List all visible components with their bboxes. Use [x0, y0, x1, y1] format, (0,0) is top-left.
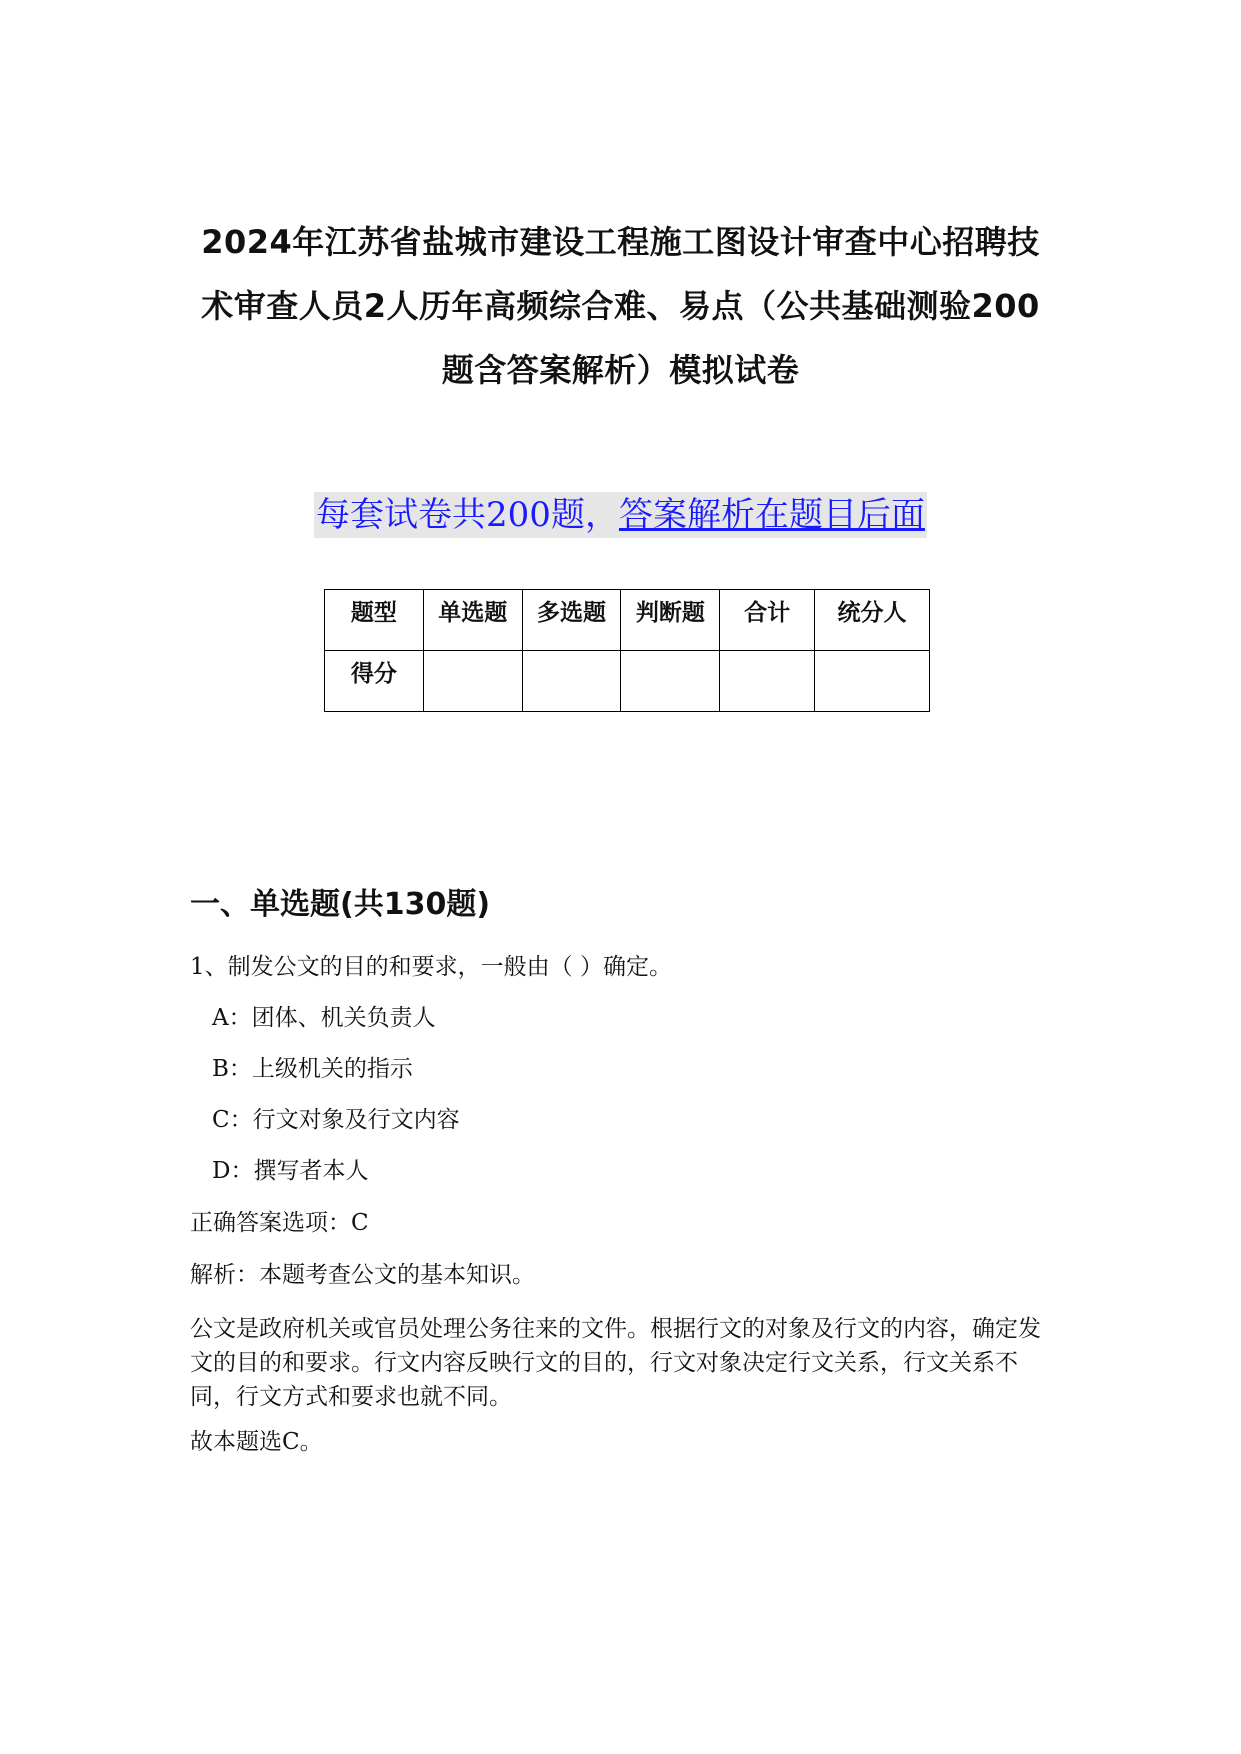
score-table-header-row	[325, 590, 930, 651]
title-line-1: 2024年江苏省盐城市建设工程施工图设计审查中心招聘技	[201, 223, 1040, 261]
header-total: 合计	[720, 590, 815, 651]
row-label-score: 得分	[325, 651, 424, 712]
score-cell-single-choice[interactable]	[423, 651, 522, 712]
analysis-intro: 解析：本题考查公文的基本知识。	[190, 1262, 535, 1288]
banner-highlight	[314, 492, 927, 538]
header-question-type: 题型	[325, 590, 424, 651]
score-cell-total[interactable]	[720, 651, 815, 712]
score-cell-grader[interactable]	[815, 651, 930, 712]
header-single-choice: 单选题	[423, 590, 522, 651]
banner	[0, 492, 1241, 538]
option-c: C：行文对象及行文内容	[212, 1107, 460, 1133]
score-cell-true-false[interactable]	[621, 651, 720, 712]
document-title	[150, 210, 1091, 402]
option-d: D：撰写者本人	[212, 1158, 369, 1184]
section-title: 一、单选题(共130题)	[190, 887, 491, 922]
answer-location-link[interactable]: 答案解析在题目后面	[618, 495, 925, 535]
score-table	[324, 589, 930, 712]
header-grader: 统分人	[815, 590, 930, 651]
title-line-3: 题含答案解析）模拟试卷	[441, 351, 800, 389]
option-b: B：上级机关的指示	[212, 1056, 413, 1082]
header-multiple-choice: 多选题	[522, 590, 621, 651]
score-cell-multiple-choice[interactable]	[522, 651, 621, 712]
analysis-body: 公文是政府机关或官员处理公务往来的文件。根据行文的对象及行文的内容，确定发文的目的和要求。行文内容反映行文的目的，行文对象决定行文关系，行文关系不同，行文方式和要求也就不同。	[190, 1316, 1041, 1410]
option-a: A：团体、机关负责人	[212, 1005, 436, 1031]
correct-answer: 正确答案选项：C	[190, 1210, 369, 1236]
conclusion: 故本题选C。	[190, 1429, 323, 1455]
header-true-false: 判断题	[621, 590, 720, 651]
title-line-2: 术审查人员2人历年高频综合难、易点（公共基础测验200	[201, 287, 1040, 325]
score-table-score-row	[325, 651, 930, 712]
question-stem: 1、制发公文的目的和要求，一般由（ ）确定。	[190, 954, 672, 980]
banner-text: 每套试卷共200题，	[316, 495, 619, 535]
